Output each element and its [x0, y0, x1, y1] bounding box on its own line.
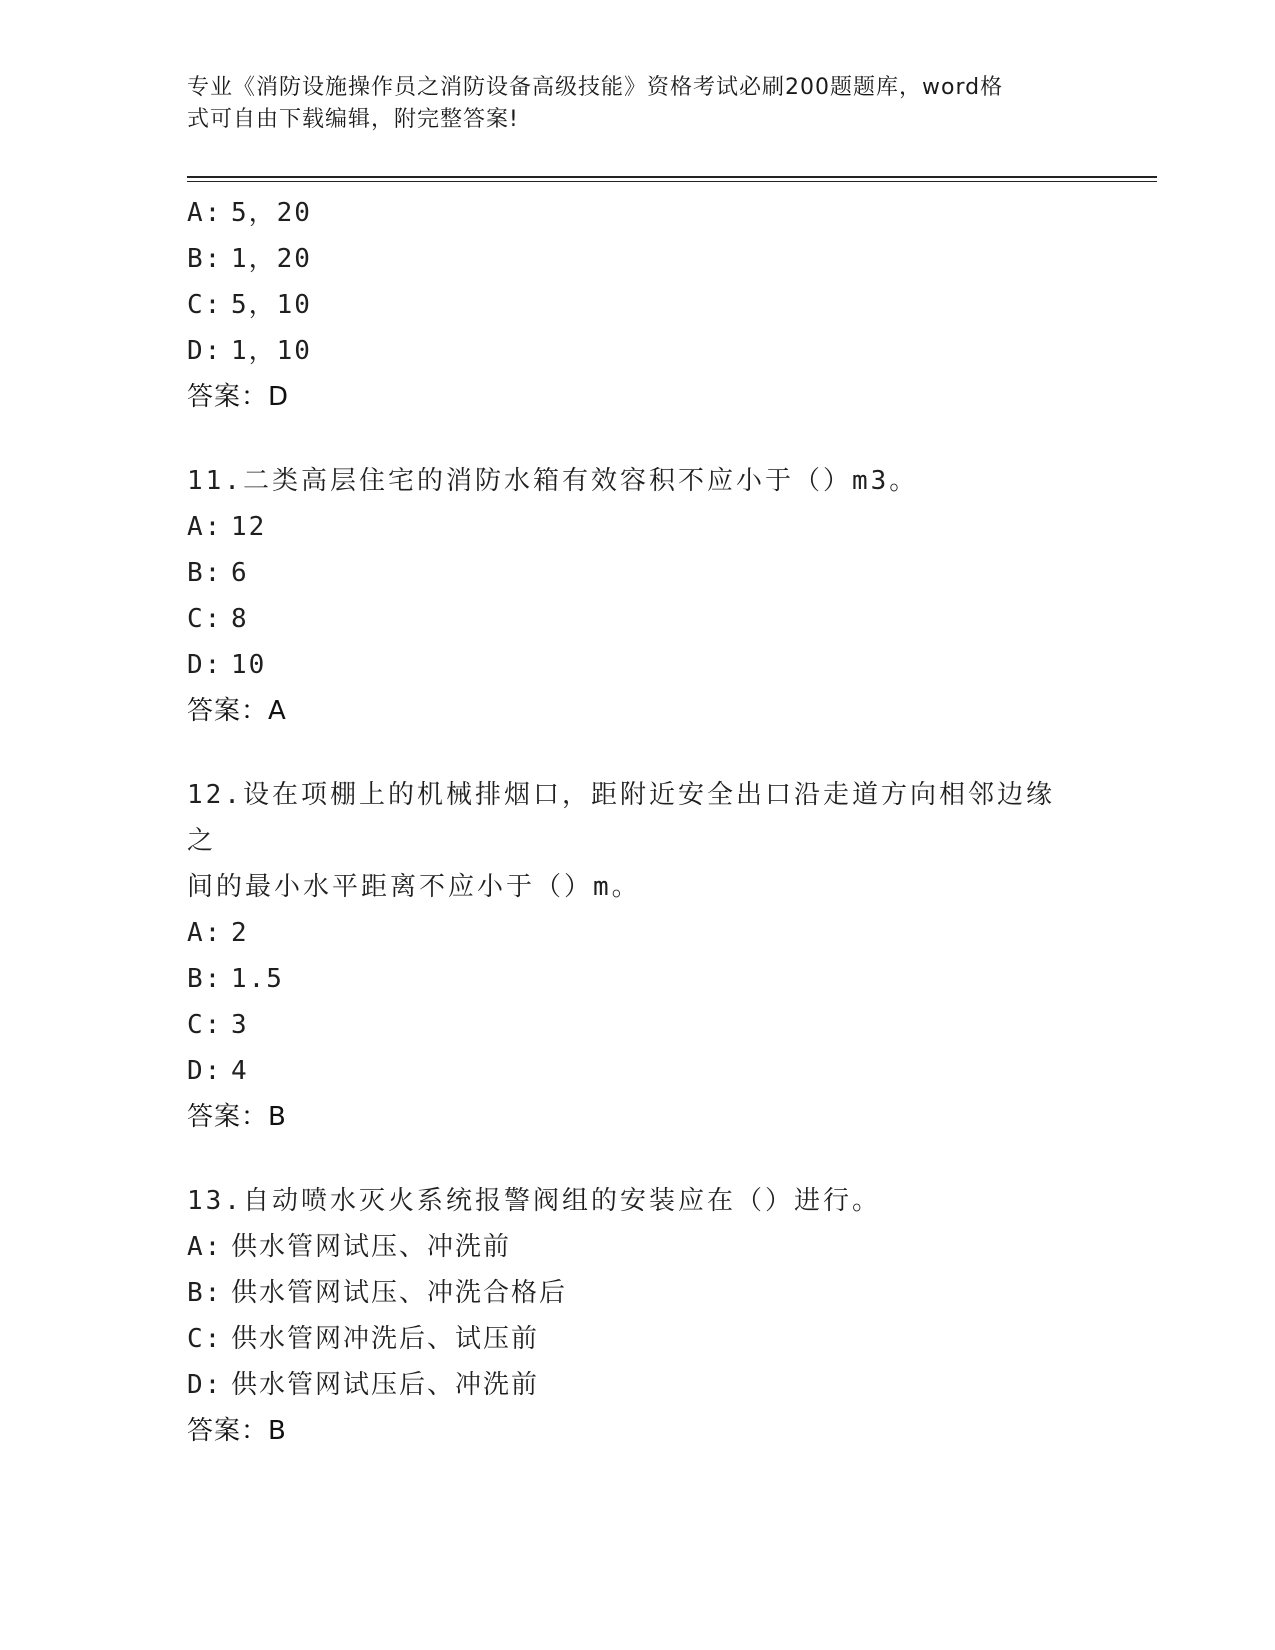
option-text: 4	[231, 1056, 249, 1086]
question-text-line-1: 12.设在项棚上的机械排烟口，距附近安全出口沿走道方向相邻边缘之	[187, 780, 1055, 856]
document-header	[187, 72, 1067, 136]
question-text: 13.自动喷水灭火系统报警阀组的安装应在（）进行。	[187, 1186, 881, 1216]
option-key: C:	[187, 290, 223, 320]
answer-line: 答案：D	[187, 382, 290, 412]
option-text: 1，20	[231, 244, 312, 274]
option-b	[187, 956, 1087, 1002]
option-text: 5，20	[231, 198, 312, 228]
option-key: B:	[187, 558, 223, 588]
option-d	[187, 1048, 1087, 1094]
option-a	[187, 910, 1087, 956]
option-key: B:	[187, 1278, 223, 1308]
header-divider-thick	[187, 176, 1157, 178]
question-text-line-2: 间的最小水平距离不应小于（）m。	[187, 872, 641, 902]
option-key: D:	[187, 1370, 223, 1400]
answer-line: 答案：B	[187, 1102, 287, 1132]
question-13	[187, 1178, 1087, 1454]
option-d	[187, 1362, 1087, 1408]
option-key: B:	[187, 964, 223, 994]
header-line-1: 专业《消防设施操作员之消防设备高级技能》资格考试必刷200题题库，word格	[187, 75, 1004, 100]
option-text: 供水管网试压、冲洗前	[231, 1232, 512, 1262]
option-text: 5，10	[231, 290, 312, 320]
option-key: A:	[187, 512, 223, 542]
option-a	[187, 190, 1087, 236]
option-key: B:	[187, 244, 223, 274]
option-key: D:	[187, 1056, 223, 1086]
option-text: 8	[231, 604, 249, 634]
option-text: 10	[231, 650, 267, 680]
option-key: C:	[187, 1324, 223, 1354]
option-key: C:	[187, 1010, 223, 1040]
header-divider-thin	[187, 181, 1157, 182]
option-text: 供水管网试压后、冲洗前	[231, 1370, 540, 1400]
question-11	[187, 458, 1087, 734]
option-key: A:	[187, 918, 223, 948]
option-c	[187, 1002, 1087, 1048]
option-b	[187, 236, 1087, 282]
option-key: A:	[187, 198, 223, 228]
option-a	[187, 504, 1087, 550]
option-b	[187, 1270, 1087, 1316]
option-d	[187, 642, 1087, 688]
option-d	[187, 328, 1087, 374]
option-key: A:	[187, 1232, 223, 1262]
option-text: 12	[231, 512, 267, 542]
answer-line: 答案：B	[187, 1416, 287, 1446]
answer-line: 答案：A	[187, 696, 287, 726]
question-text: 11.二类高层住宅的消防水箱有效容积不应小于（）m3。	[187, 466, 919, 496]
option-c	[187, 596, 1087, 642]
option-text: 3	[231, 1010, 249, 1040]
option-key: D:	[187, 650, 223, 680]
option-text: 供水管网冲洗后、试压前	[231, 1324, 540, 1354]
option-a	[187, 1224, 1087, 1270]
question-12	[187, 772, 1087, 1140]
option-text: 6	[231, 558, 249, 588]
header-line-2: 式可自由下载编辑，附完整答案!	[187, 107, 519, 132]
question-list	[187, 190, 1087, 1454]
question-10-continued	[187, 190, 1087, 420]
option-key: C:	[187, 604, 223, 634]
option-key: D:	[187, 336, 223, 366]
option-text: 2	[231, 918, 249, 948]
option-b	[187, 550, 1087, 596]
option-c	[187, 282, 1087, 328]
option-text: 1.5	[231, 964, 284, 994]
option-c	[187, 1316, 1087, 1362]
option-text: 1，10	[231, 336, 312, 366]
option-text: 供水管网试压、冲洗合格后	[231, 1278, 568, 1308]
